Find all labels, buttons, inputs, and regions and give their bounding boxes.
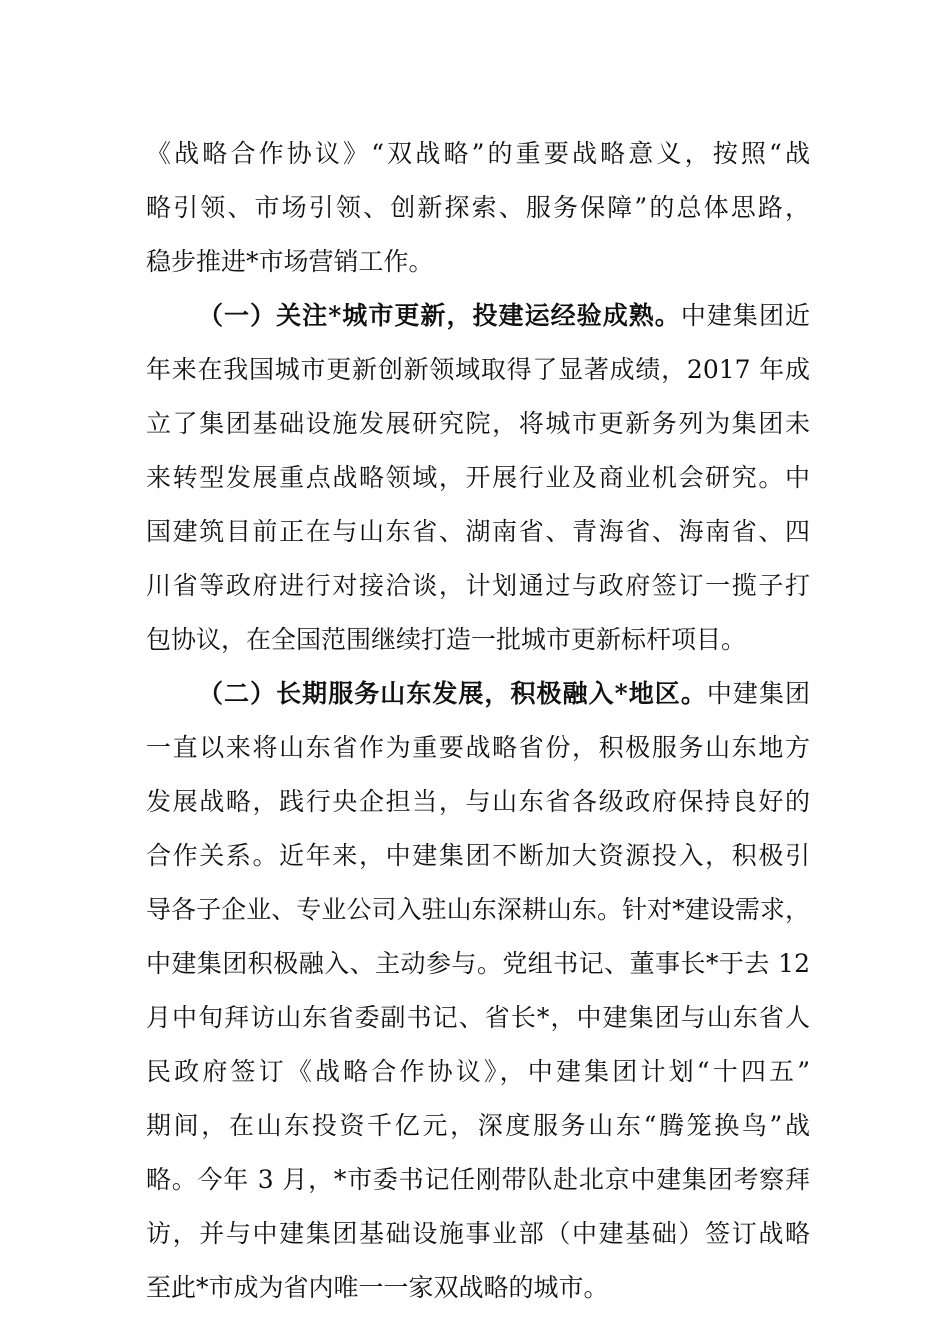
section-1-first-line-text: 中建集团近 [680,301,810,330]
text-line: 合作关系。近年来，中建集团不断加大资源投入，积极引 [146,841,810,870]
text-line: 民政府签订《战略合作协议》，中建集团计划“十四五” [146,1057,810,1086]
text-line: 一直以来将山东省作为重要战略省份，积极服务山东地方 [146,733,810,762]
document-body [146,127,810,1315]
section-1-heading: （一）关注*城市更新，投建运经验成熟。 [198,301,681,330]
text-line: 期间，在山东投资千亿元，深度服务山东“腾笼换鸟”战 [146,1111,810,1140]
text-line: 至此*市成为省内唯一一家双战略的城市。 [146,1273,609,1302]
text-line: 包协议，在全国范围继续打造一批城市更新标杆项目。 [146,625,747,654]
section-2-first-line-text: 中建集团 [706,679,810,708]
intro-paragraph [146,127,810,289]
text-line: 略引领、市场引领、创新探索、服务保障”的总体思路， [146,193,810,222]
section-2-paragraph [146,667,810,1315]
text-line: 川省等政府进行对接洽谈，计划通过与政府签订一揽子打 [146,571,810,600]
text-line: 立了集团基础设施发展研究院，将城市更新务列为集团未 [146,409,810,438]
text-line [146,667,810,721]
text-line: 月中旬拜访山东省委副书记、省长*，中建集团与山东省人 [146,1003,810,1032]
section-2-heading: （二）长期服务山东发展，积极融入*地区。 [198,679,707,708]
text-line: 国建筑目前正在与山东省、湖南省、青海省、海南省、四 [146,517,810,546]
text-line: 访，并与中建集团基础设施事业部（中建基础）签订战略 [146,1219,810,1248]
text-line: 稳步推进*市场营销工作。 [146,247,434,276]
text-line: 《战略合作协议》“双战略”的重要战略意义，按照“战 [146,139,810,168]
text-line [146,289,810,343]
text-line: 略。今年 3 月，*市委书记任刚带队赴北京中建集团考察拜 [146,1165,810,1194]
text-line: 发展战略，践行央企担当，与山东省各级政府保持良好的 [146,787,810,816]
text-line: 中建集团积极融入、主动参与。党组书记、董事长*于去 12 [146,949,810,978]
text-line: 年来在我国城市更新创新领域取得了显著成绩，2017 年成 [146,355,810,384]
text-line: 来转型发展重点战略领域，开展行业及商业机会研究。中 [146,463,810,492]
section-1-paragraph [146,289,810,667]
text-line: 导各子企业、专业公司入驻山东深耕山东。针对*建设需求， [146,895,810,924]
